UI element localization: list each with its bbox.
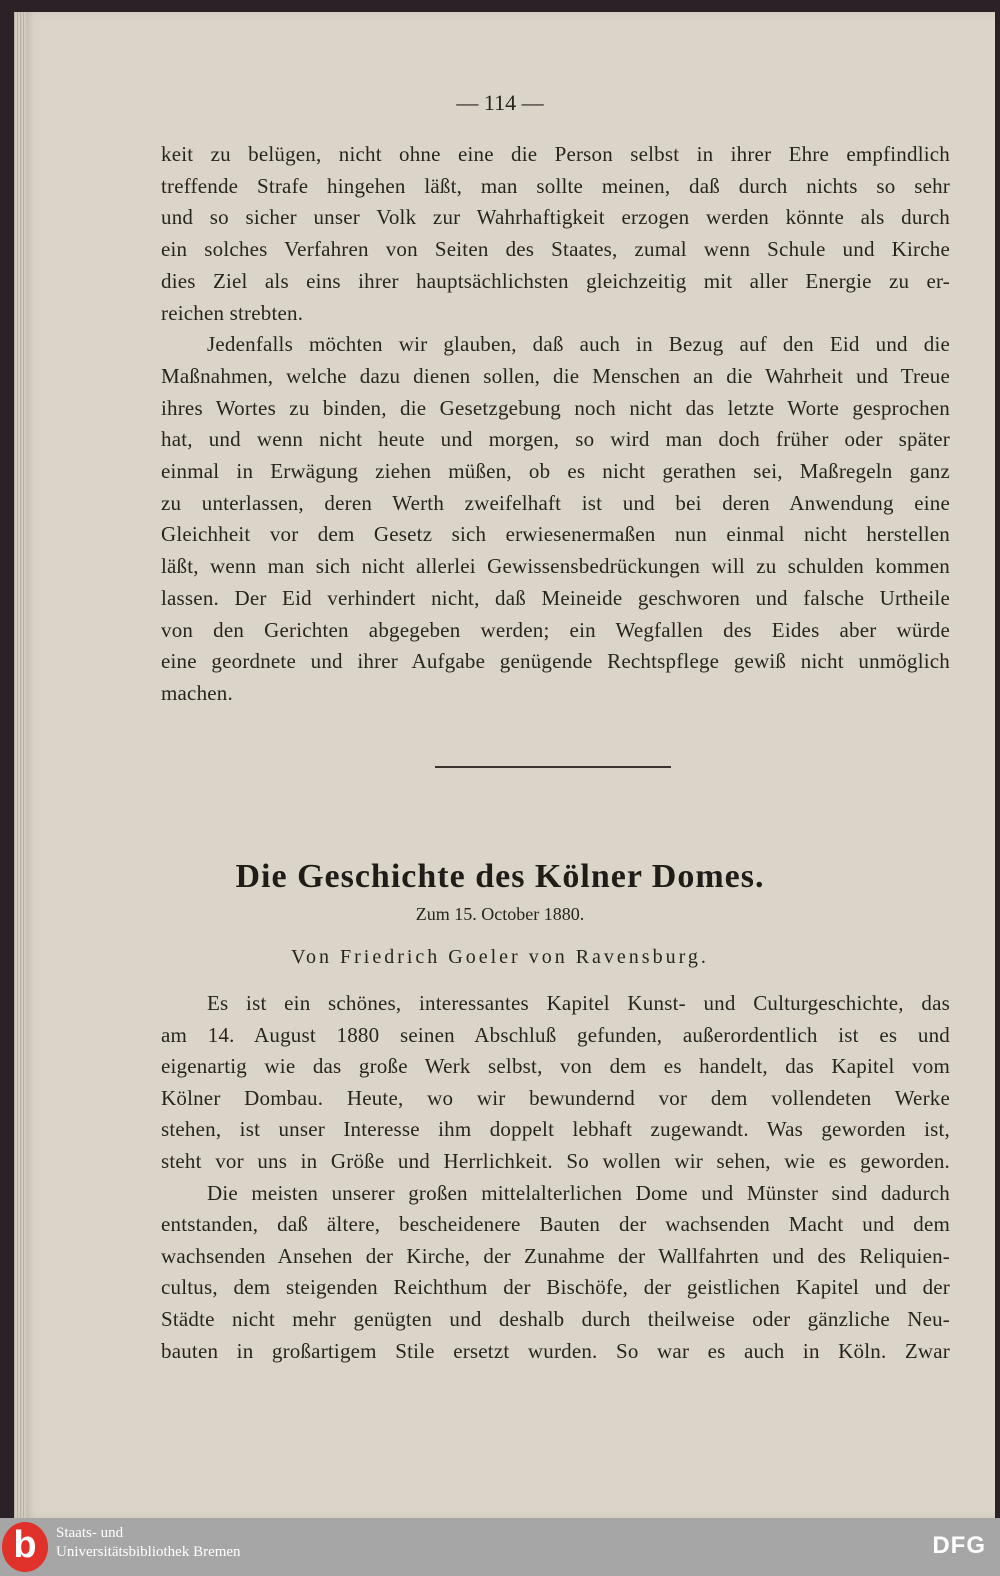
page-edge	[14, 12, 26, 1518]
text-line: einmal in Erwägung ziehen müßen, ob es nicht gerathen sei, Maßregeln ganz	[161, 459, 950, 483]
text-line: stehen, ist unser Interesse ihm doppelt lebhaft zugewandt. Was geworden ist,	[161, 1117, 950, 1142]
dfg-logo[interactable]: DFG	[932, 1532, 986, 1559]
library-logo-icon[interactable]: b	[2, 1522, 48, 1572]
text-line: machen.	[161, 680, 233, 705]
text-line: ein solches Verfahren von Seiten des Staates, zumal wenn Schule und Kirche	[161, 237, 950, 262]
footer-bar	[0, 1518, 1000, 1576]
text-line: cultus, dem steigenden Reichthum der Bischöfe, der geistlichen Kapitel und der	[161, 1275, 950, 1300]
article-title: Die Geschichte des Kölner Domes.	[235, 858, 765, 895]
article-subtitle: Zum 15. October 1880.	[415, 904, 585, 924]
text-line: steht vor uns in Größe und Herrlichkeit. So wollen wir sehen, wie es geworden.	[161, 1149, 950, 1173]
text-line: Es ist ein schönes, interessantes Kapitel Kunst- und Culturgeschichte, das	[207, 991, 950, 1015]
text-line: entstanden, daß ältere, bescheidenere Bauten der wachsenden Macht und dem	[161, 1212, 950, 1237]
text-line: und so sicher unser Volk zur Wahrhaftigkeit erzogen werden könnte als durch	[161, 205, 950, 230]
text-line: Maßnahmen, welche dazu dienen sollen, die Menschen an die Wahrheit und Treue	[161, 363, 950, 388]
text-line: zu unterlassen, deren Werth zweifelhaft ist und bei deren Anwendung eine	[161, 490, 950, 515]
text-line: lassen. Der Eid verhindert nicht, daß Meineide geschworen und falsche Urtheile	[161, 585, 950, 610]
text-line: Städte nicht mehr genügten und deshalb durch theilweise oder gänzliche Neu-	[161, 1307, 950, 1331]
text-line: keit zu belügen, nicht ohne eine die Person selbst in ihrer Ehre empfindlich	[161, 142, 950, 166]
text-line: treffende Strafe hingehen läßt, man sollte meinen, daß durch nichts so sehr	[161, 173, 950, 198]
text-line: Jedenfalls möchten wir glauben, daß auch in Bezug auf den Eid und die	[207, 332, 950, 357]
text-line: hat, und wenn nicht heute und morgen, so wird man doch früher oder später	[161, 427, 950, 452]
text-line: ihres Wortes zu binden, die Gesetzgebung noch nicht das letzte Worte gesprochen	[161, 395, 950, 420]
text-line: Gleichheit vor dem Gesetz sich erwiesenermaßen nun einmal nicht herstellen	[161, 522, 950, 547]
text-line: dies Ziel als eins ihrer hauptsächlichsten gleichzeitig mit aller Energie zu er-	[161, 268, 950, 293]
page-number: — 114 —	[456, 90, 544, 115]
text-line: bauten in großartigem Stile ersetzt wurden. So war es auch in Köln. Zwar	[161, 1338, 950, 1363]
library-name-line1: Staats- und	[56, 1525, 124, 1541]
text-line: Die meisten unserer großen mittelalterlichen Dome und Münster sind dadurch	[207, 1180, 950, 1205]
text-line: am 14. August 1880 seinen Abschluß gefunden, außerordentlich ist es und	[161, 1022, 950, 1047]
library-name-line2: Universitätsbibliothek Bremen	[56, 1544, 241, 1560]
text-line: von den Gerichten abgegeben werden; ein Wegfallen des Eides aber würde	[161, 617, 950, 642]
text-line: Kölner Dombau. Heute, wo wir bewundernd vor dem vollendeten Werke	[161, 1085, 950, 1110]
article-author: Von Friedrich Goeler von Ravensburg.	[291, 946, 709, 968]
text-line: reichen strebten.	[161, 300, 304, 325]
text-line: wachsenden Ansehen der Kirche, der Zunahme der Wallfahrten und des Reliquien-	[161, 1243, 950, 1268]
library-name[interactable]	[56, 1524, 241, 1562]
section-divider	[435, 766, 671, 768]
text-line: läßt, wenn man sich nicht allerlei Gewissensbedrückungen will zu schulden kommen	[161, 554, 950, 579]
text-line: eine geordnete und ihrer Aufgabe genügende Rechtspflege gewiß nicht unmöglich	[161, 649, 950, 674]
text-line: eigenartig wie das große Werk selbst, von dem es handelt, das Kapitel vom	[161, 1054, 950, 1079]
